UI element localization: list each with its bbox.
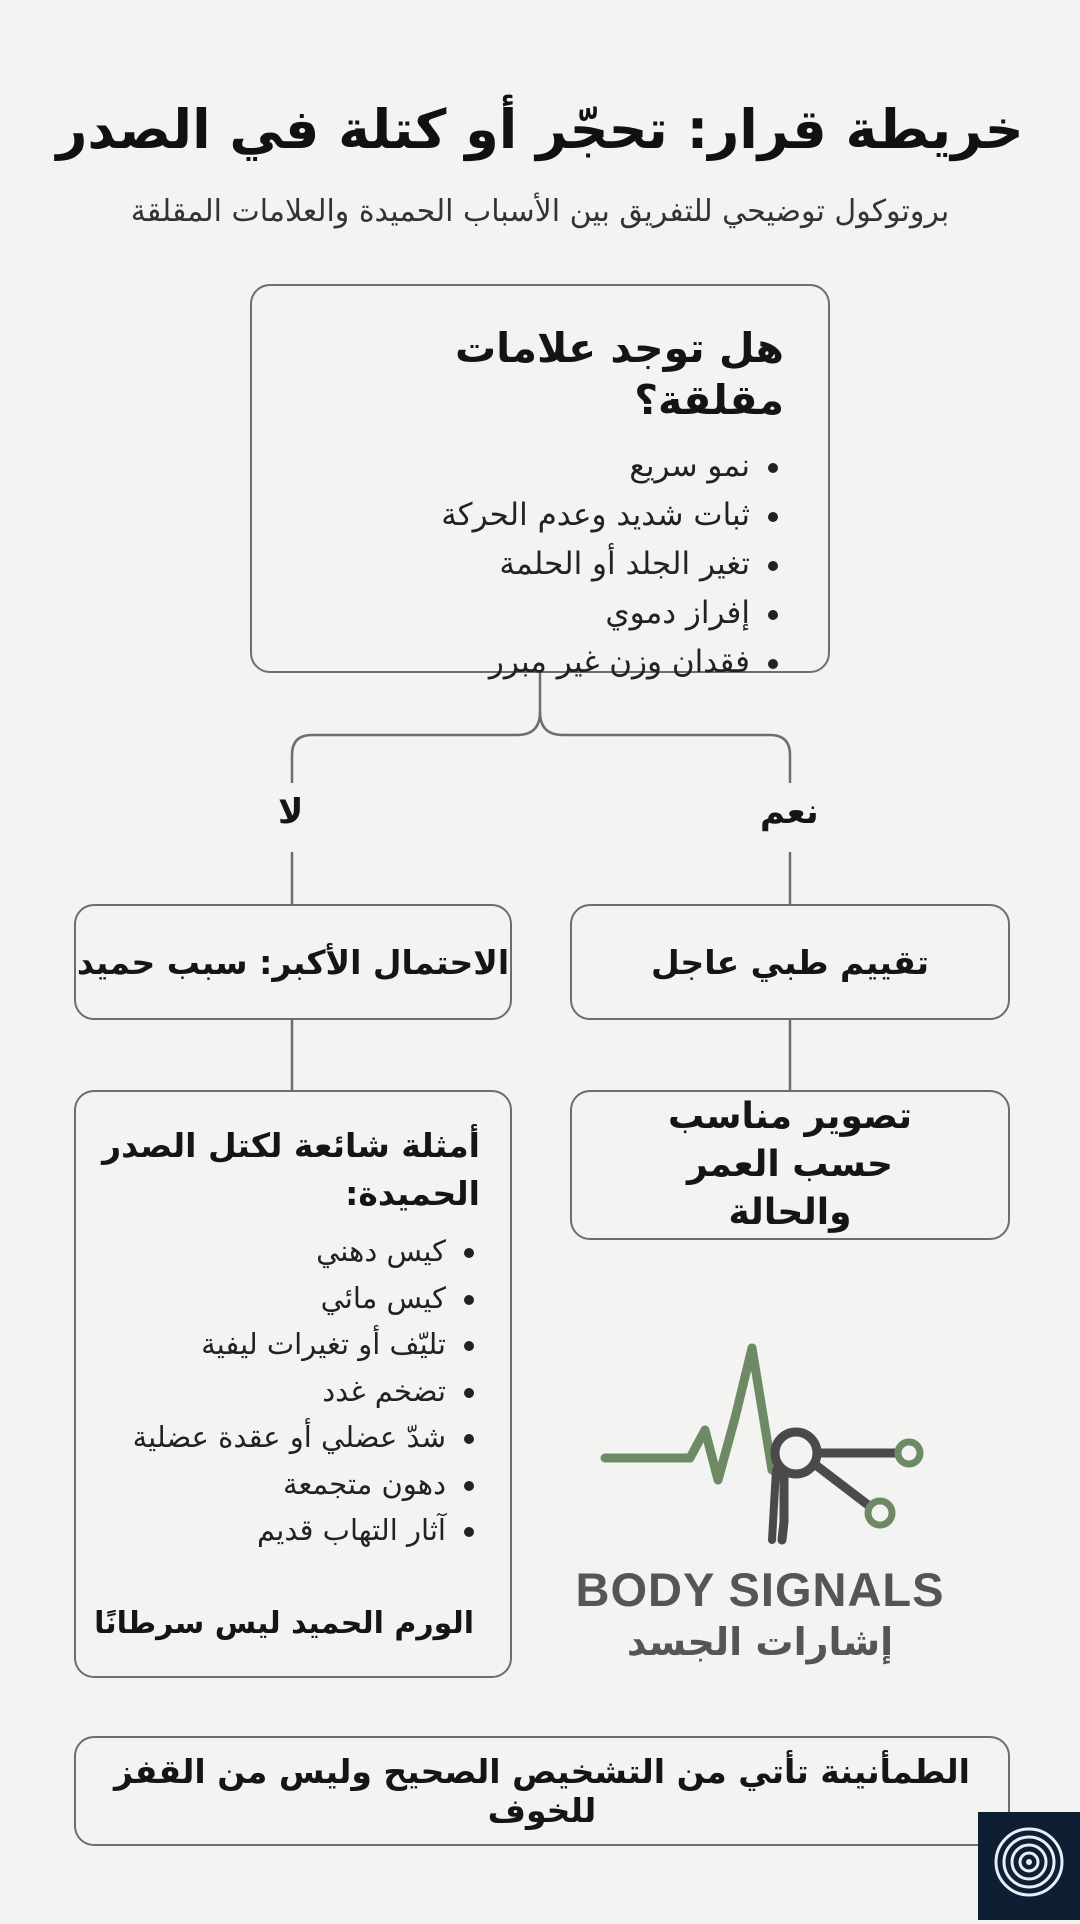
node-lower <box>868 1501 892 1525</box>
list-item: فقدان وزن غير مبرر <box>292 638 784 687</box>
warning-signs-heading: هل توجد علامات مقلقة؟ <box>454 324 784 424</box>
list-item: آثار التهاب قديم <box>100 1507 480 1554</box>
node-right <box>898 1442 920 1464</box>
benign-examples-list <box>100 1228 480 1554</box>
page-subtitle: بروتوكول توضيحي للتفريق بين الأسباب الحميدة والعلامات المقلقة <box>130 194 950 229</box>
list-item: شدّ عضلي أو عقدة عضلية <box>100 1414 480 1461</box>
circuit-line-down <box>782 1470 784 1540</box>
connector-trunk <box>292 673 540 783</box>
central-node <box>775 1432 817 1474</box>
list-item: كيس مائي <box>100 1275 480 1322</box>
benign-examples-heading: أمثلة شائعة لكتل الصدر الحميدة: <box>102 1126 480 1213</box>
imaging-box <box>570 1090 1010 1240</box>
warning-signs-list <box>292 442 784 687</box>
likely-benign-box <box>74 904 512 1020</box>
list-item: نمو سريع <box>292 442 784 491</box>
list-item: ثبات شديد وعدم الحركة <box>292 491 784 540</box>
target-rings-icon <box>978 1812 1080 1920</box>
page-title: خريطة قرار: تحجّر أو كتلة في الصدر <box>56 98 1024 161</box>
urgent-evaluation-box <box>570 904 1010 1020</box>
urgent-evaluation-text: تقييم طبي عاجل <box>650 942 930 982</box>
list-item: دهون متجمعة <box>100 1461 480 1508</box>
list-item: تليّف أو تغيرات ليفية <box>100 1321 480 1368</box>
benign-examples-box <box>74 1090 512 1678</box>
list-item: تغير الجلد أو الحلمة <box>292 540 784 589</box>
warning-signs-box <box>250 284 830 680</box>
pulse-line <box>605 1348 790 1480</box>
corner-badge <box>978 1812 1080 1920</box>
branch-label-no: لا <box>278 792 304 832</box>
likely-benign-text: الاحتمال الأكبر: سبب حميد <box>76 942 510 982</box>
brand-name-en: BODY SIGNALS <box>575 1563 945 1616</box>
imaging-text: تصوير مناسب حسب العمر والحالة <box>667 1096 913 1233</box>
benign-note: الورم الحميد ليس سرطانًا <box>94 1606 474 1641</box>
brand-name-ar: إشارات الجسد <box>626 1620 894 1664</box>
reassurance-text: الطمأنينة تأتي من التشخيص الصحيح وليس من القفز للخوف <box>114 1752 970 1830</box>
list-item: كيس دهني <box>100 1228 480 1275</box>
list-item: تضخم غدد <box>100 1368 480 1415</box>
body-signals-logo-icon <box>600 1330 970 1670</box>
branch-label-yes: نعم <box>760 792 819 832</box>
stem-line <box>772 1470 776 1540</box>
list-item: إفراز دموي <box>292 589 784 638</box>
reassurance-box <box>74 1736 1010 1846</box>
connector-trunk-right <box>540 712 790 783</box>
